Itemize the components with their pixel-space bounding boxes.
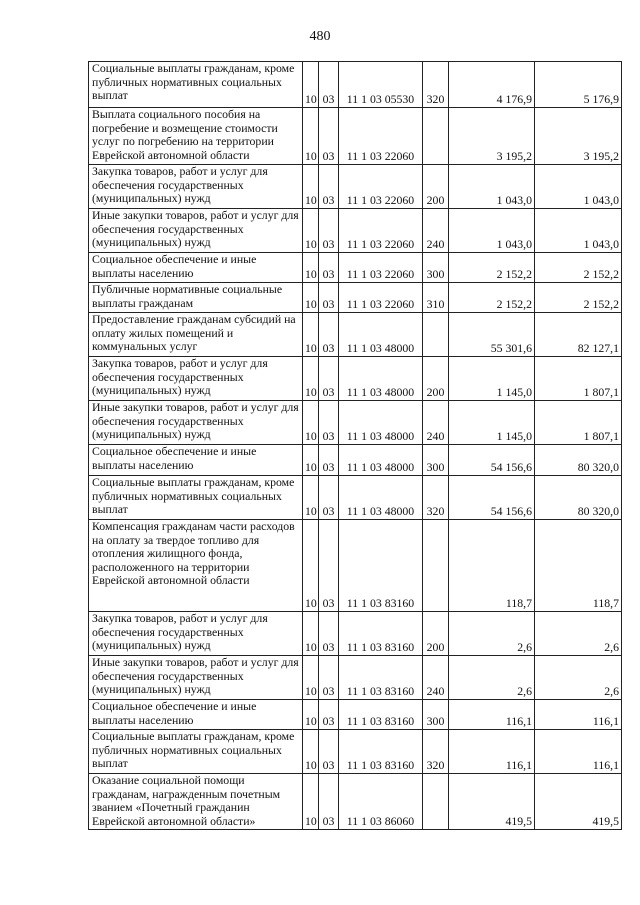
amount-year1-cell: 1 043,0 — [449, 165, 535, 209]
amount-year1-cell: 2 152,2 — [449, 283, 535, 313]
table-row — [89, 700, 622, 730]
amount-year2-cell: 1 807,1 — [535, 401, 622, 445]
amount-year2-cell: 80 320,0 — [535, 445, 622, 476]
target-article-cell: 11 1 03 48000 — [339, 476, 423, 520]
amount-year1-cell: 54 156,6 — [449, 476, 535, 520]
target-article-cell: 11 1 03 22060 — [339, 165, 423, 209]
amount-year1-cell: 55 301,6 — [449, 313, 535, 357]
amount-year2-cell: 116,1 — [535, 700, 622, 730]
table-row — [89, 283, 622, 313]
expense-name-cell: Социальное обеспечение и иные выплаты населению — [89, 700, 303, 730]
subsection-code-cell: 03 — [319, 476, 339, 520]
expense-name-cell: Иные закупки товаров, работ и услуг для обеспечения государственных (муниципальных) нужд — [89, 656, 303, 700]
expense-name-cell: Закупка товаров, работ и услуг для обеспечения государственных (муниципальных) нужд — [89, 357, 303, 401]
table-row — [89, 209, 622, 253]
amount-year2-cell: 1 043,0 — [535, 165, 622, 209]
amount-year2-cell: 2 152,2 — [535, 253, 622, 283]
amount-year1-cell: 419,5 — [449, 774, 535, 830]
amount-year1-cell: 54 156,6 — [449, 445, 535, 476]
expense-name-cell: Иные закупки товаров, работ и услуг для обеспечения государственных (муниципальных) нужд — [89, 401, 303, 445]
section-code-cell: 10 — [303, 700, 319, 730]
amount-year1-cell: 2 152,2 — [449, 253, 535, 283]
amount-year1-cell: 116,1 — [449, 700, 535, 730]
table-row — [89, 165, 622, 209]
amount-year2-cell: 1 807,1 — [535, 357, 622, 401]
table-row — [89, 445, 622, 476]
section-code-cell: 10 — [303, 165, 319, 209]
target-article-cell: 11 1 03 05530 — [339, 62, 423, 108]
expense-name-cell: Оказание социальной помощи гражданам, награжденным почетным званием «Почетный гражданин Еврейской автономной области» — [89, 774, 303, 830]
table-row — [89, 401, 622, 445]
expense-type-cell: 310 — [423, 283, 449, 313]
expense-name-cell: Социальные выплаты гражданам, кроме публичных нормативных социальных выплат — [89, 730, 303, 774]
target-article-cell: 11 1 03 22060 — [339, 108, 423, 165]
table-row — [89, 62, 622, 108]
expense-type-cell: 320 — [423, 476, 449, 520]
expense-name-cell: Компенсация гражданам части расходов на оплату за твердое топливо для отопления жилищного фонда, расположенного на территории Еврейской автономной области — [89, 520, 303, 612]
amount-year1-cell: 1 043,0 — [449, 209, 535, 253]
expense-name-cell: Социальные выплаты гражданам, кроме публичных нормативных социальных выплат — [89, 62, 303, 108]
expense-type-cell: 200 — [423, 165, 449, 209]
amount-year2-cell: 3 195,2 — [535, 108, 622, 165]
amount-year2-cell: 5 176,9 — [535, 62, 622, 108]
target-article-cell: 11 1 03 83160 — [339, 730, 423, 774]
subsection-code-cell: 03 — [319, 730, 339, 774]
target-article-cell: 11 1 03 83160 — [339, 656, 423, 700]
subsection-code-cell: 03 — [319, 520, 339, 612]
budget-table-body — [89, 62, 622, 830]
subsection-code-cell: 03 — [319, 656, 339, 700]
table-row — [89, 357, 622, 401]
expense-type-cell: 240 — [423, 209, 449, 253]
amount-year2-cell: 82 127,1 — [535, 313, 622, 357]
amount-year2-cell: 116,1 — [535, 730, 622, 774]
section-code-cell: 10 — [303, 313, 319, 357]
table-row — [89, 313, 622, 357]
amount-year1-cell: 118,7 — [449, 520, 535, 612]
target-article-cell: 11 1 03 48000 — [339, 401, 423, 445]
expense-name-cell: Предоставление гражданам субсидий на оплату жилых помещений и коммунальных услуг — [89, 313, 303, 357]
subsection-code-cell: 03 — [319, 283, 339, 313]
expense-name-cell: Социальные выплаты гражданам, кроме публичных нормативных социальных выплат — [89, 476, 303, 520]
section-code-cell: 10 — [303, 612, 319, 656]
subsection-code-cell: 03 — [319, 445, 339, 476]
subsection-code-cell: 03 — [319, 209, 339, 253]
expense-type-cell: 320 — [423, 62, 449, 108]
expense-type-cell: 320 — [423, 730, 449, 774]
section-code-cell: 10 — [303, 357, 319, 401]
table-row — [89, 476, 622, 520]
table-row — [89, 520, 622, 612]
expense-name-cell: Выплата социального пособия на погребение и возмещение стоимости услуг по погребению на территории Еврейской автономной области — [89, 108, 303, 165]
target-article-cell: 11 1 03 48000 — [339, 357, 423, 401]
expense-name-cell: Публичные нормативные социальные выплаты гражданам — [89, 283, 303, 313]
expense-type-cell — [423, 520, 449, 612]
table-row — [89, 730, 622, 774]
amount-year1-cell: 2,6 — [449, 612, 535, 656]
target-article-cell: 11 1 03 83160 — [339, 612, 423, 656]
section-code-cell: 10 — [303, 283, 319, 313]
amount-year2-cell: 2 152,2 — [535, 283, 622, 313]
section-code-cell: 10 — [303, 774, 319, 830]
subsection-code-cell: 03 — [319, 108, 339, 165]
amount-year2-cell: 419,5 — [535, 774, 622, 830]
subsection-code-cell: 03 — [319, 612, 339, 656]
subsection-code-cell: 03 — [319, 62, 339, 108]
expense-type-cell: 200 — [423, 612, 449, 656]
budget-table — [88, 61, 622, 830]
table-row — [89, 612, 622, 656]
target-article-cell: 11 1 03 22060 — [339, 209, 423, 253]
section-code-cell: 10 — [303, 730, 319, 774]
amount-year2-cell: 2,6 — [535, 612, 622, 656]
subsection-code-cell: 03 — [319, 165, 339, 209]
amount-year1-cell: 116,1 — [449, 730, 535, 774]
expense-type-cell — [423, 313, 449, 357]
expense-type-cell: 300 — [423, 700, 449, 730]
subsection-code-cell: 03 — [319, 357, 339, 401]
table-row — [89, 253, 622, 283]
subsection-code-cell: 03 — [319, 253, 339, 283]
target-article-cell: 11 1 03 22060 — [339, 253, 423, 283]
section-code-cell: 10 — [303, 253, 319, 283]
expense-type-cell: 240 — [423, 656, 449, 700]
target-article-cell: 11 1 03 86060 — [339, 774, 423, 830]
page-number: 480 — [309, 29, 331, 44]
expense-name-cell: Закупка товаров, работ и услуг для обеспечения государственных (муниципальных) нужд — [89, 612, 303, 656]
expense-type-cell: 200 — [423, 357, 449, 401]
amount-year1-cell: 3 195,2 — [449, 108, 535, 165]
target-article-cell: 11 1 03 48000 — [339, 313, 423, 357]
amount-year2-cell: 2,6 — [535, 656, 622, 700]
amount-year2-cell: 118,7 — [535, 520, 622, 612]
amount-year2-cell: 80 320,0 — [535, 476, 622, 520]
expense-type-cell: 300 — [423, 445, 449, 476]
expense-type-cell — [423, 774, 449, 830]
section-code-cell: 10 — [303, 108, 319, 165]
section-code-cell: 10 — [303, 62, 319, 108]
subsection-code-cell: 03 — [319, 401, 339, 445]
table-row — [89, 108, 622, 165]
target-article-cell: 11 1 03 22060 — [339, 283, 423, 313]
section-code-cell: 10 — [303, 476, 319, 520]
table-row — [89, 656, 622, 700]
expense-name-cell: Социальное обеспечение и иные выплаты населению — [89, 445, 303, 476]
target-article-cell: 11 1 03 83160 — [339, 520, 423, 612]
amount-year2-cell: 1 043,0 — [535, 209, 622, 253]
section-code-cell: 10 — [303, 209, 319, 253]
section-code-cell: 10 — [303, 656, 319, 700]
amount-year1-cell: 1 145,0 — [449, 401, 535, 445]
section-code-cell: 10 — [303, 520, 319, 612]
amount-year1-cell: 1 145,0 — [449, 357, 535, 401]
expense-type-cell: 240 — [423, 401, 449, 445]
expense-type-cell — [423, 108, 449, 165]
subsection-code-cell: 03 — [319, 700, 339, 730]
amount-year1-cell: 4 176,9 — [449, 62, 535, 108]
table-row — [89, 774, 622, 830]
expense-name-cell: Иные закупки товаров, работ и услуг для обеспечения государственных (муниципальных) нужд — [89, 209, 303, 253]
section-code-cell: 10 — [303, 401, 319, 445]
amount-year1-cell: 2,6 — [449, 656, 535, 700]
expense-name-cell: Закупка товаров, работ и услуг для обеспечения государственных (муниципальных) нужд — [89, 165, 303, 209]
expense-type-cell: 300 — [423, 253, 449, 283]
subsection-code-cell: 03 — [319, 774, 339, 830]
subsection-code-cell: 03 — [319, 313, 339, 357]
target-article-cell: 11 1 03 48000 — [339, 445, 423, 476]
target-article-cell: 11 1 03 83160 — [339, 700, 423, 730]
section-code-cell: 10 — [303, 445, 319, 476]
expense-name-cell: Социальное обеспечение и иные выплаты населению — [89, 253, 303, 283]
